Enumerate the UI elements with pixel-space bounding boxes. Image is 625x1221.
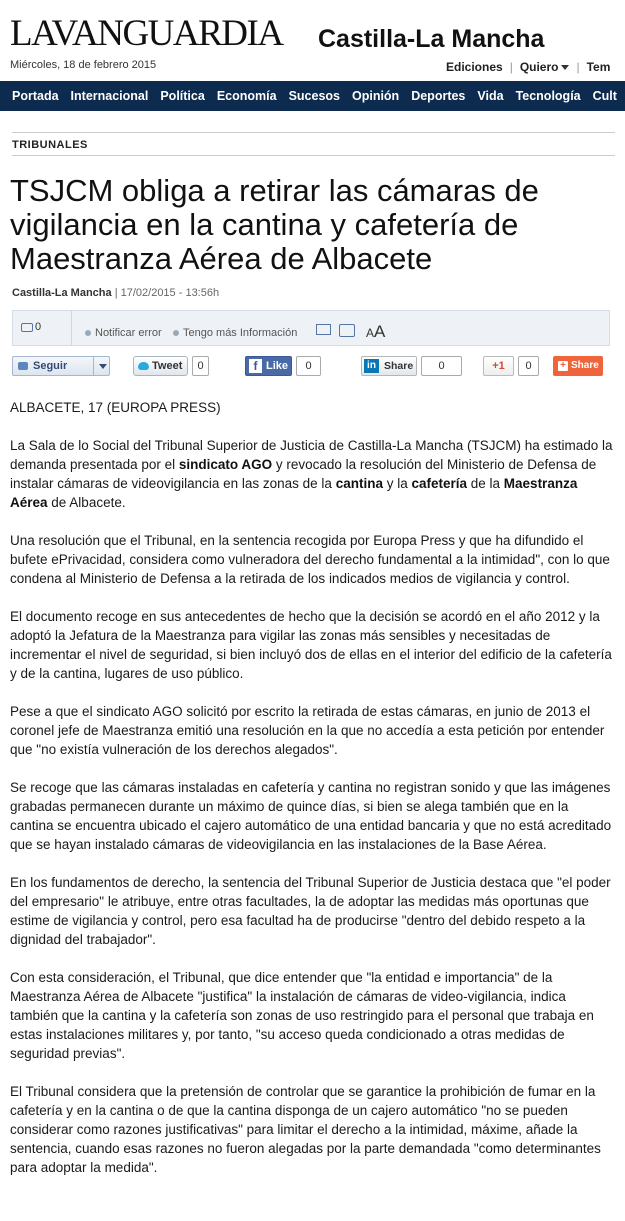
printer-icon[interactable] [339, 324, 355, 337]
nav-item-economia[interactable]: Economía [216, 89, 277, 103]
edition-title[interactable]: Castilla-La Mancha [318, 25, 545, 53]
plus-icon: + [558, 361, 568, 371]
twitter-bird-icon [138, 362, 149, 370]
editions-link[interactable]: Ediciones [446, 60, 503, 74]
linkedin-share-button[interactable] [361, 356, 417, 376]
follow-dropdown[interactable] [93, 357, 110, 375]
p1-text: de Albacete. [47, 495, 126, 510]
paragraph-3: El documento recoge en sus antecedentes de hecho que la decisión se acordó en el año 2012 y la adoptó la Jefatura de la Maestranza para vigilar las zonas más sensibles y necesitadas de incrementar el nivel de seguridad, si bien incluyó dos de ellas en el interior del edificio de la cafetería y de la cantina, lugares de uso público. [10, 609, 612, 681]
p1-text: y revocado la resolución del Ministerio de Defensa de instalar cámaras de videovigilancia en las zonas de la [10, 457, 597, 491]
p1-highlight: cantina [335, 476, 383, 491]
facebook-like-button[interactable] [245, 356, 292, 376]
linkedin-share-label: Share [384, 360, 414, 372]
quiero-menu[interactable] [520, 60, 570, 74]
current-date: Miércoles, 18 de febrero 2015 [10, 59, 157, 71]
paragraph-5: Se recoge que las cámaras instaladas en cafetería y cantina no registran sonido y que las imágenes grabadas permanecen durante un máximo de quince días, si bien se alega también que en la cantina se encuentra ubicado el cajero automático de una entidad bancaria y que no está acreditado que se hayan instalado cámaras de videovigilancia en las instalaciones de la Base Aérea. [10, 780, 612, 852]
site-logo[interactable]: LAVANGUARDIA [10, 13, 283, 54]
section-divider-bottom [12, 155, 615, 156]
nav-item-politica[interactable]: Política [160, 89, 205, 103]
tweet-count: 0 [192, 356, 209, 376]
paragraph-8: El Tribunal considera que la pretensión de controlar que se garantice la prohibición de fumar en la cafetería y en la cantina o de que la cantina disponga de un cajero automático "no se pueden considerar como razones justificativas" para limitar el derecho a la intimidad, máxime, añade la sentencia, cuando esas razones no fueron alegadas por la parte demandada "como determinantes para adoptar la medida". [10, 1084, 601, 1175]
comments-count: 0 [35, 321, 42, 333]
p1-highlight: sindicato AGO [178, 457, 273, 472]
separator: | [576, 60, 580, 74]
paragraph-4: Pese a que el sindicato AGO solicitó por escrito la retirada de estas cámaras, en junio de 2013 el coronel jefe de Maestranza emitió una resolución en la que no accedía a esta petición por entender que "no existía vulneración de los derechos alegados". [10, 704, 605, 757]
article-headline: TSJCM obliga a retirar las cámaras de vigilancia en la cantina y cafetería de Maestranza Aérea de Albacete [10, 173, 539, 276]
p1-text: La Sala de lo Social del Tribunal Superior de Justicia de Castilla-La Mancha (TSJCM) ha estimado la demanda presentada por el [10, 438, 613, 472]
follow-label: Seguir [33, 360, 68, 372]
nav-item-deportes[interactable]: Deportes [411, 89, 466, 103]
linkedin-count: 0 [421, 356, 462, 376]
like-count: 0 [296, 356, 321, 376]
font-increase-button[interactable]: A [374, 322, 386, 341]
google-plus-button[interactable]: +1 [483, 356, 514, 376]
bullet-icon [85, 330, 91, 336]
separator: | [509, 60, 513, 74]
follow-icon [18, 362, 28, 370]
nav-item-portada[interactable]: Portada [12, 89, 59, 103]
temas-link[interactable]: Tem [586, 60, 611, 74]
share-label: Share [571, 360, 599, 371]
report-error-label: Notificar error [95, 327, 162, 339]
paragraph-6: En los fundamentos de derecho, la sentencia del Tribunal Superior de Justicia destaca que "el poder del empresario" le atribuye, entre otras facultades, la de adoptar las medidas más oportunas que estime de vigilancia y control, pero esa facultad ha de producirse "dentro del debido respeto a la dignidad del trabajador". [10, 875, 611, 947]
share-button[interactable] [553, 356, 603, 376]
facebook-icon: f [249, 359, 262, 373]
dateline: ALBACETE, 17 (EUROPA PRESS) [10, 400, 221, 415]
bullet-icon [173, 330, 179, 336]
p1-highlight: Maestranza Aérea [10, 476, 578, 510]
tweet-label: Tweet [152, 360, 183, 372]
nav-item-vida[interactable]: Vida [477, 89, 504, 103]
top-links [446, 60, 610, 74]
font-decrease-button[interactable]: A [366, 326, 375, 340]
byline [12, 287, 219, 299]
more-info-link[interactable] [173, 327, 297, 339]
nav-item-opinion[interactable]: Opinión [351, 89, 400, 103]
paragraph-2: Una resolución que el Tribunal, en la sentencia recogida por Europa Press y que ha difundido el bufete ePrivacidad, considera como vulneradora del derecho fundamental a la intimidad", con lo que condena al Ministerio de Defensa a la retirada de los indicados medios de vigilancia y control. [10, 533, 610, 586]
article-toolbar [12, 310, 610, 346]
article-body [10, 398, 614, 1196]
chevron-down-icon [99, 364, 107, 369]
like-label: Like [266, 360, 289, 372]
comment-bubble-icon [21, 323, 33, 332]
linkedin-icon: in [364, 359, 379, 373]
nav-item-sucesos[interactable]: Sucesos [288, 89, 340, 103]
tweet-button[interactable] [133, 356, 188, 376]
comments-button[interactable] [21, 321, 41, 333]
p1-text: de la [467, 476, 504, 491]
report-error-link[interactable] [85, 327, 162, 339]
quiero-label: Quiero [519, 60, 559, 74]
p1-highlight: cafetería [411, 476, 468, 491]
mail-icon[interactable] [316, 324, 331, 335]
paragraph-7: Con esta consideración, el Tribunal, que dice entender que "la entidad e importancia" de la Maestranza Aérea de Albacete "justifica" la instalación de cámaras de video-vigilancia, indica también que la cantina y la cafetería son zonas de uso restringido para el personal que trabaja en estas instalaciones militares y, por tanto, "su acceso queda condicionado a otras medidas de seguridad previas". [10, 970, 594, 1061]
paragraph-1 [10, 436, 614, 512]
section-divider-top [12, 132, 615, 133]
byline-source[interactable]: Castilla-La Mancha [12, 287, 112, 299]
p1-text: y la [382, 476, 412, 491]
toolbar-divider [71, 311, 72, 345]
nav-item-tecnologia[interactable]: Tecnología [515, 89, 581, 103]
follow-button[interactable] [12, 356, 110, 376]
google-plus-count: 0 [518, 356, 539, 376]
more-info-label: Tengo más Información [183, 327, 298, 339]
font-size-controls [366, 322, 385, 342]
chevron-down-icon [561, 65, 569, 70]
byline-date: | 17/02/2015 - 13:56h [114, 287, 220, 299]
nav-item-cultura[interactable]: Cult [592, 89, 617, 103]
section-label[interactable]: TRIBUNALES [12, 139, 88, 151]
main-nav [0, 81, 625, 111]
nav-item-internacional[interactable]: Internacional [70, 89, 149, 103]
